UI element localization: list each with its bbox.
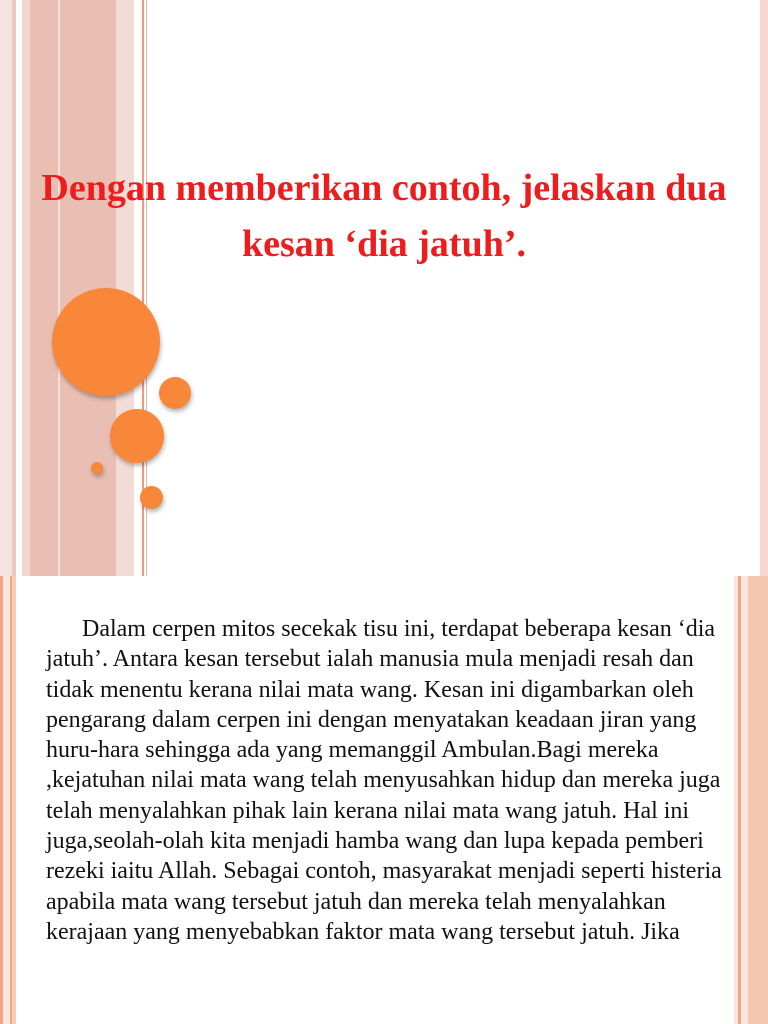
orange-circle-small [140,486,163,509]
decorative-strip [748,576,768,1024]
orange-circle-small [159,377,191,409]
orange-circle-medium [110,409,164,463]
decorative-strip [22,0,30,576]
decorative-strip [12,0,16,576]
orange-circle-large [52,288,160,396]
decorative-strip [0,0,12,576]
decorative-strip [3,576,10,1024]
slide-title: Dengan memberikan contoh, jelaskan dua kesan ‘dia jatuh’. [41,167,727,265]
decorative-strip [760,0,768,576]
decorative-strip [116,0,134,576]
decorative-strip [58,0,60,576]
orange-circle-tiny [91,462,103,474]
body-paragraph: Dalam cerpen mitos secekak tisu ini, terdapat beberapa kesan ‘dia jatuh’. Antara kesan tersebut ialah manusia mula menjadi resah dan tidak menentu kerana nilai mata wang. Kesan ini digambarkan oleh pengarang dalam cerpen ini dengan menyatakan keadaan jiran yang huru-hara sehingga ada yang memanggil Ambulan.Bagi mereka ,kejatuhan nilai mata wang telah menyusahkan hidup dan mereka juga telah menyalahkan pihak lain kerana nilai mata wang jatuh. Hal ini juga,seolah-olah kita menjadi hamba wang dan lupa kepada pemberi rezeki iaitu Allah. Sebagai contoh, masyarakat menjadi seperti histeria apabila mata wang tersebut jatuh dan mereka telah menyalahkan kerajaan yang menyebabkan faktor mata wang tersebut jatuh. Jika [46,616,722,945]
decorative-strip [741,576,748,1024]
slide-2 [0,576,768,1024]
decorative-strip [12,576,16,1024]
